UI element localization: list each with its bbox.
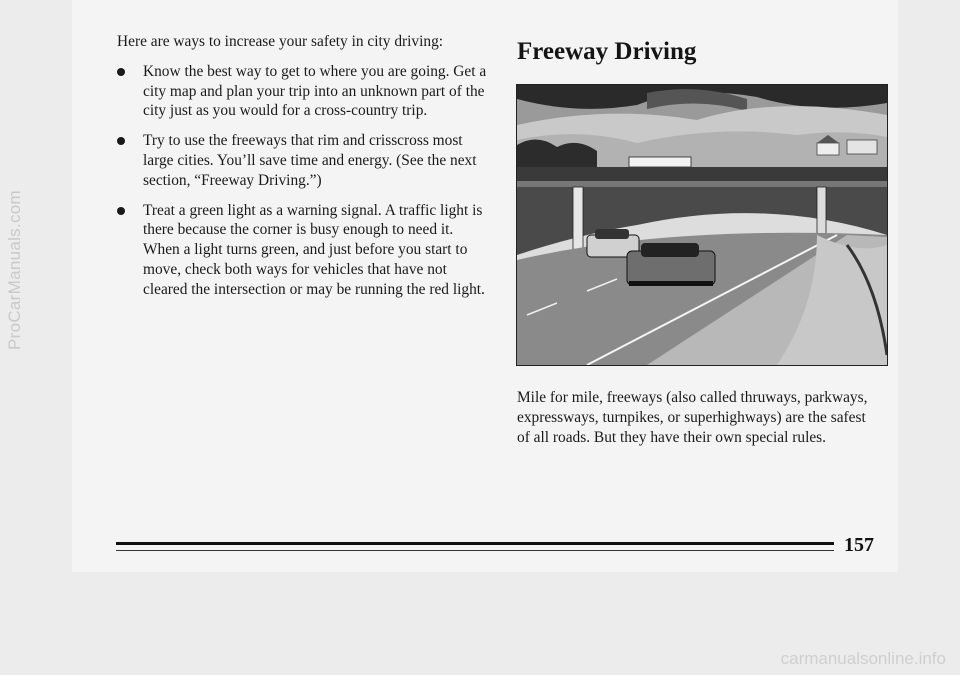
- caption-text: Mile for mile, freeways (also called thruways, parkways, expressways, turnpikes, or superhighways) are the safest of all roads. But they have their own special rules.: [517, 389, 868, 446]
- bullet-icon: [117, 207, 125, 215]
- safety-tips-list: [117, 62, 492, 300]
- overpass-deck: [517, 167, 887, 181]
- car-bumper: [629, 281, 713, 286]
- bottom-watermark: carmanualsonline.info: [780, 649, 946, 668]
- intro-text: Here are ways to increase your safety in city driving:: [117, 33, 444, 50]
- bus: [629, 157, 691, 167]
- freeway-overpass-illustration: [516, 84, 888, 366]
- car-window: [641, 243, 699, 257]
- left-column: [117, 32, 492, 310]
- list-item: [117, 201, 492, 300]
- overpass-beam: [517, 181, 887, 187]
- list-item-text: Try to use the freeways that rim and crisscross most large cities. You’ll save time and energy. (See the next section, “Freeway Driving.”): [143, 132, 477, 189]
- list-item-text: Treat a green light as a warning signal. A traffic light is there because the corner is busy enough to need it. When a light turns green, and just before you start to move, check both ways for vehicles that have not cleared the intersection or may be running the red light.: [143, 201, 485, 298]
- side-watermark-text: ProCarManuals.com: [5, 189, 25, 351]
- list-item-text: Know the best way to get to where you are going. Get a city map and plan your trip into an unknown part of the city just as you would for a cross-country trip.: [143, 62, 487, 120]
- car-window: [595, 229, 629, 239]
- manual-page: [72, 0, 898, 572]
- list-item: [117, 62, 492, 121]
- bullet-icon: [117, 137, 125, 145]
- house: [847, 140, 877, 154]
- footer-rule-thin: [116, 550, 834, 551]
- list-item: [117, 131, 492, 190]
- house: [817, 143, 839, 155]
- footer-rule-thick: [116, 542, 834, 545]
- section-heading: Freeway Driving: [517, 38, 697, 65]
- page-number: 157: [844, 534, 874, 556]
- side-watermark: [2, 60, 28, 480]
- pillar: [573, 187, 583, 257]
- bullet-icon: [117, 68, 125, 76]
- freeway-illustration-svg: [517, 85, 887, 365]
